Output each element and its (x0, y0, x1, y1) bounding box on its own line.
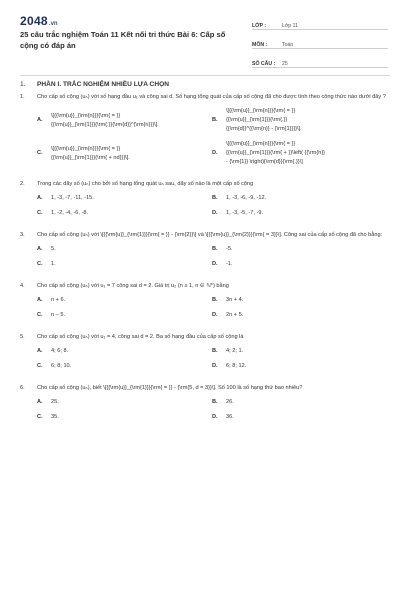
option-line: {{\rm{u}}_{\rm{1}}}{\rm{ + nd}}}\]. (51, 154, 130, 161)
options-3 (37, 245, 388, 275)
question-5 (20, 333, 388, 342)
option-text: 4; 2; 1. (226, 348, 244, 354)
option-letter: D. (212, 150, 218, 156)
question-number: 6. (20, 385, 25, 391)
option-text: n – 5. (51, 312, 65, 318)
option-text (51, 112, 212, 130)
options-6 (37, 398, 388, 428)
option-b[interactable] (212, 296, 387, 305)
question-text: Cho cấp số cộng (uₙ) với \[{{\rm{u}}_{\rm{1}}}{\rm{ = }} - {\rm{2}}\] và \[{{\rm{u}}_{\rm{2}}}{\rm{ = 3}}\]. Công sai của cấp số cộng đã cho bằng: (37, 232, 383, 238)
option-text: 6; 8; 12. (226, 363, 247, 369)
meta-key: LỚP : (252, 23, 267, 29)
option-text: 35. (51, 414, 59, 420)
option-text: 26. (226, 399, 234, 405)
option-line: \[{{\rm{u}}_{\rm{n}}}{\rm{ = }} (226, 141, 296, 147)
option-a[interactable] (37, 245, 212, 254)
option-text: 1, -3, -6, -9, -12. (226, 195, 267, 201)
section-heading (20, 80, 388, 89)
option-d[interactable] (212, 413, 387, 422)
option-letter: C. (37, 210, 43, 216)
option-line: {{\rm{u}}_{\rm{1}}}{\rm{.}}{\rm{d}}^{\rm{n}}}\]. (51, 121, 159, 128)
option-letter: A. (37, 117, 43, 123)
option-text: 5. (51, 246, 56, 252)
option-text: 1. (51, 261, 56, 267)
question-6 (20, 384, 388, 393)
option-a[interactable] (37, 398, 212, 407)
section-number: 1. (20, 81, 26, 88)
option-letter: C. (37, 414, 43, 420)
option-b[interactable] (212, 398, 387, 407)
option-line: {{\rm{u}}_{\rm{1}}}{\rm{ + }}\left( {{\rm{n}} (226, 150, 326, 156)
option-line: \[{{\rm{u}}_{\rm{n}}}{\rm{ = }} (51, 112, 121, 119)
option-a[interactable] (37, 194, 212, 203)
quiz-content (20, 80, 388, 428)
option-d[interactable] (212, 260, 387, 269)
option-letter: A. (37, 399, 43, 405)
document-meta (252, 14, 388, 71)
option-text: n + 6. (51, 297, 66, 303)
option-letter: B. (212, 117, 218, 123)
option-line: {{\rm{u}}_{\rm{1}}}{\rm{.}} (226, 117, 288, 123)
option-c[interactable] (37, 362, 212, 371)
option-line: \[{{\rm{u}}_{\rm{n}}}{\rm{ = }} (51, 145, 121, 152)
meta-value: 25 (282, 61, 288, 67)
option-b[interactable] (212, 194, 387, 203)
option-letter: A. (37, 297, 43, 303)
option-text: -5. (226, 246, 233, 252)
option-line: {{\rm{d}}^{{\rm{n}} - {\rm{1}}}}\]. (226, 126, 302, 132)
option-letter: B. (212, 348, 218, 354)
meta-row-subject (252, 33, 388, 49)
options-5 (37, 347, 388, 377)
option-letter: D. (212, 210, 218, 216)
option-c[interactable] (37, 140, 212, 167)
option-text (226, 140, 387, 167)
option-text: 25. (51, 399, 59, 405)
option-letter: D. (212, 312, 218, 318)
option-b[interactable] (212, 245, 387, 254)
option-text (51, 145, 212, 163)
option-line: - {\rm{1}} \right){\rm{d}}{\rm{.}}\] (226, 159, 303, 165)
question-1 (20, 93, 388, 102)
question-text: Cho cấp số cộng (uₙ) với u₁ = 7 công sai d = 2. Giá trị u₂ (n ≥ 1, n ∈ ℕ*) bằng (37, 283, 229, 289)
option-letter: A. (37, 195, 43, 201)
option-text: -1. (226, 261, 233, 267)
question-3 (20, 231, 388, 240)
question-text: Trong các dãy số (uₙ) cho bởi số hạng tổng quát uₙ sau, dãy số nào là một cấp số cộng (37, 181, 254, 187)
option-c[interactable] (37, 260, 212, 269)
option-letter: B. (212, 297, 218, 303)
option-letter: D. (212, 414, 218, 420)
question-number: 2. (20, 181, 25, 187)
option-d[interactable] (212, 311, 387, 320)
question-text: Cho cấp số cộng (uₙ) với số hạng đầu u₁ và công sai d. Số hạng tổng quát của cấp số cộng đã cho được tính theo công thức nào dưới đây ? (37, 94, 386, 100)
options-4 (37, 296, 388, 326)
header-divider (20, 75, 390, 76)
option-a[interactable] (37, 347, 212, 356)
option-c[interactable] (37, 413, 212, 422)
logo-suffix: .vn (48, 21, 58, 27)
meta-key: SỐ CÂU : (252, 61, 276, 67)
meta-row-grade (252, 14, 388, 30)
options-2 (37, 194, 388, 224)
option-text (226, 107, 387, 134)
option-text: 6; 8; 10. (51, 363, 72, 369)
question-2 (20, 180, 388, 189)
meta-value: Lớp 11 (282, 23, 298, 29)
option-d[interactable] (212, 362, 387, 371)
site-logo[interactable] (20, 14, 58, 28)
option-letter: A. (37, 246, 43, 252)
option-letter: D. (212, 261, 218, 267)
option-letter: D. (212, 363, 218, 369)
option-text: 4; 6; 8. (51, 348, 69, 354)
option-a[interactable] (37, 296, 212, 305)
option-c[interactable] (37, 209, 212, 218)
option-d[interactable] (212, 140, 387, 167)
option-d[interactable] (212, 209, 387, 218)
option-b[interactable] (212, 107, 387, 134)
option-a[interactable] (37, 107, 212, 134)
meta-row-count (252, 52, 388, 68)
option-letter: C. (37, 150, 43, 156)
meta-key: MÔN : (252, 42, 268, 48)
options-1 (37, 107, 388, 173)
option-letter: B. (212, 195, 218, 201)
option-text: 1, -2, -4, -6, -8. (51, 210, 88, 216)
meta-value: Toán (282, 42, 294, 48)
option-letter: C. (37, 363, 43, 369)
question-number: 3. (20, 232, 25, 238)
option-line: \[{{\rm{u}}_{\rm{n}}}{\rm{ = }} (226, 108, 296, 114)
option-letter: C. (37, 312, 43, 318)
option-letter: A. (37, 348, 43, 354)
option-text: 36. (226, 414, 234, 420)
question-number: 5. (20, 334, 25, 340)
question-number: 1. (20, 94, 25, 100)
option-text: 1, -3, -5, -7, -9. (226, 210, 263, 216)
section-title: PHẦN I. TRẮC NGHIỆM NHIỀU LỰA CHỌN (37, 81, 169, 88)
logo-number: 2048 (20, 14, 48, 28)
document-title: 25 câu trắc nghiệm Toán 11 Kết nối tri thức Bài 6: Cấp số cộng có đáp án (20, 30, 226, 50)
question-text: Cho cấp số cộng (uₙ) với u₁ = 4, công sai d = 2. Ba số hạng đầu của cấp số cộng là (37, 334, 244, 340)
option-letter: C. (37, 261, 43, 267)
option-letter: B. (212, 246, 218, 252)
option-c[interactable] (37, 311, 212, 320)
question-4 (20, 282, 388, 291)
option-letter: B. (212, 399, 218, 405)
question-text: Cho cấp số cộng (uₙ), biết \[{{\rm{u}}_{\rm{1}}}{\rm{ = }} - {\rm{5, d = 3}}\]. Số 100 là số hạng thứ bao nhiêu? (37, 385, 303, 391)
option-text: 2n + 5. (226, 312, 244, 318)
question-number: 4. (20, 283, 25, 289)
option-text: 1, -3, -7, -11, -15. (51, 195, 94, 201)
option-text: 3n + 4. (226, 297, 244, 303)
option-b[interactable] (212, 347, 387, 356)
